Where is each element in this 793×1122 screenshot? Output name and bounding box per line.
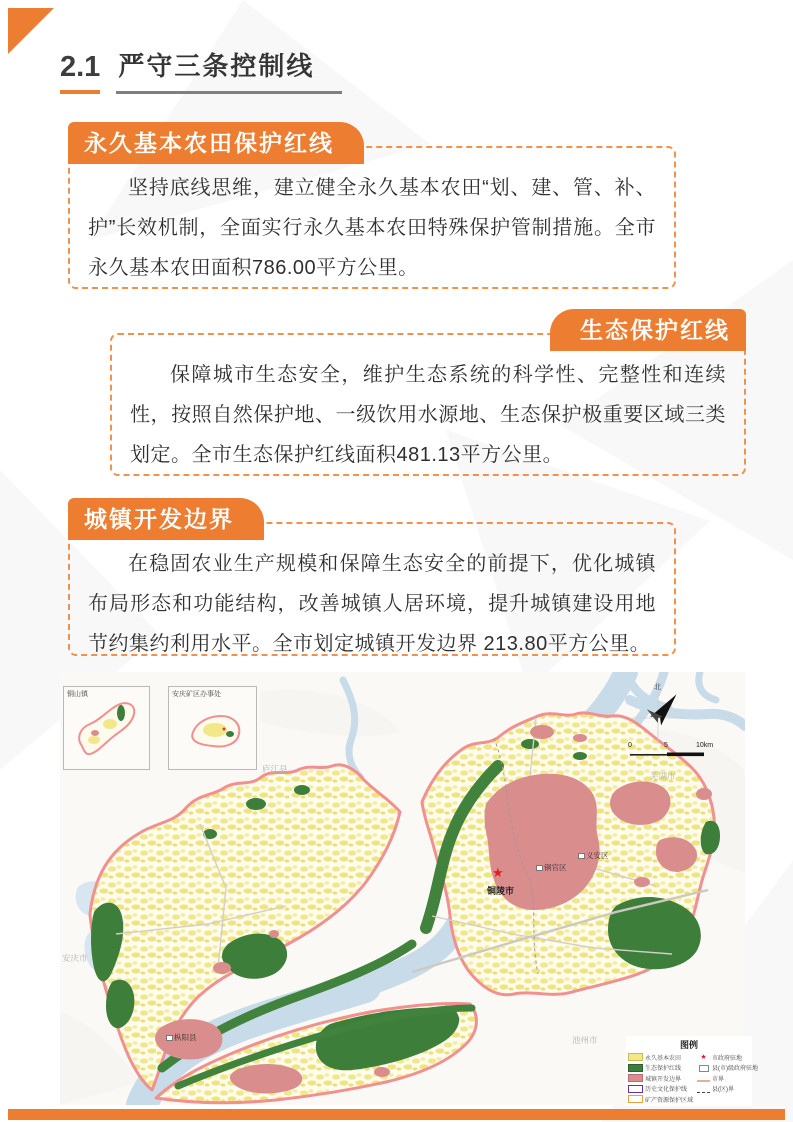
city-label: 铜陵市 [487,886,515,896]
ecology-swatch [628,1064,643,1072]
corner-accent-triangle [8,8,54,54]
legend-item-history: 历史文化保护线 [628,1085,693,1093]
inset-tongshan-map [64,687,149,767]
section-farmland-redline [68,130,676,289]
neighbor-label-ne: 芜湖市 [650,771,676,781]
legend-area-column [628,1053,693,1103]
neighbor-label-w: 安庆市 [62,953,88,963]
county-seat-icon [166,1035,173,1041]
inset-anqing-mining-map [169,687,256,767]
north-label: 北 [654,684,661,691]
neighbor-label-s: 池州市 [572,1035,598,1045]
page-title: 严守三条控制线 [116,46,342,94]
section-heading-tab: 生态保护红线 [550,309,746,351]
section-number: 2.1 [60,51,100,94]
inset-anqing-mining [168,686,257,770]
section-urban-boundary [68,506,676,656]
legend-item-county-seat: 县(市)级政府驻地 [697,1064,758,1072]
legend-item-city-boundary: 市界 [697,1074,758,1082]
legend-item-county-boundary: 县(区)界 [697,1085,758,1093]
county-seat-icon [578,853,585,859]
scale-ten: 10km [696,742,714,749]
county-seat-icon [536,865,543,871]
legend-item-mineral: 矿产资源保护区域 [628,1095,693,1103]
district-label-yian: 义安区 [578,850,609,861]
section-body-text: 坚持底线思维，建立健全永久基本农田“划、建、管、补、护”长效机制，全面实行永久基本农田特殊保护管制措施。全市永久基本农田面积786.00平方公里。 [88,177,656,279]
legend-title: 图例 [679,1040,698,1050]
district-label-zongyang: 枞阳县 [166,1032,197,1043]
section-body-text: 在稳固农业生产规模和保障生态安全的前提下，优化城镇布局形态和功能结构，改善城镇人居环境，提升城镇建设用地节约集约利用水平。全市划定城镇开发边界 213.80平方公里。 [88,553,656,655]
legend-item-ecology: 生态保护红线 [628,1064,693,1072]
inset-label: 铜山镇 [67,691,88,698]
inset-label: 安庆矿区办事处 [172,691,221,698]
county-boundary-line-icon [697,1080,710,1098]
district-label-tongguan: 铜官区 [536,862,567,873]
section-ecology-redline [110,317,746,476]
section-heading-tab: 城镇开发边界 [68,498,264,540]
page-header [60,46,342,94]
legend-item-farmland: 永久基本农田 [628,1053,693,1061]
urban-swatch [628,1074,643,1082]
inset-tongshan [63,686,150,770]
legend-symbol-column [697,1053,758,1103]
section-body-text: 保障城市生态安全，维护生态系统的科学性、完整性和连续性，按照自然保护地、一级饮用水源地、生态保护极重要区域三类划定。全市生态保护红线面积481.13平方公里。 [130,364,726,466]
history-swatch [628,1085,643,1093]
legend-item-urban: 城镇开发边界 [628,1074,693,1082]
star-icon: ★ [700,1053,707,1061]
footer-accent-bar [8,1109,785,1120]
legend-item-city-seat: ★ 市政府驻地 [697,1053,758,1061]
scale-five: 5 [664,742,668,749]
planning-map [60,672,759,1105]
mineral-swatch [628,1095,643,1103]
scale-zero: 0 [628,742,632,749]
city-seat-star-icon: ★ [492,865,504,880]
map-legend [626,1036,759,1106]
neighbor-label-nw: 庐江县 [262,764,288,774]
farmland-swatch [628,1053,643,1061]
section-heading-tab: 永久基本农田保护红线 [68,122,364,164]
